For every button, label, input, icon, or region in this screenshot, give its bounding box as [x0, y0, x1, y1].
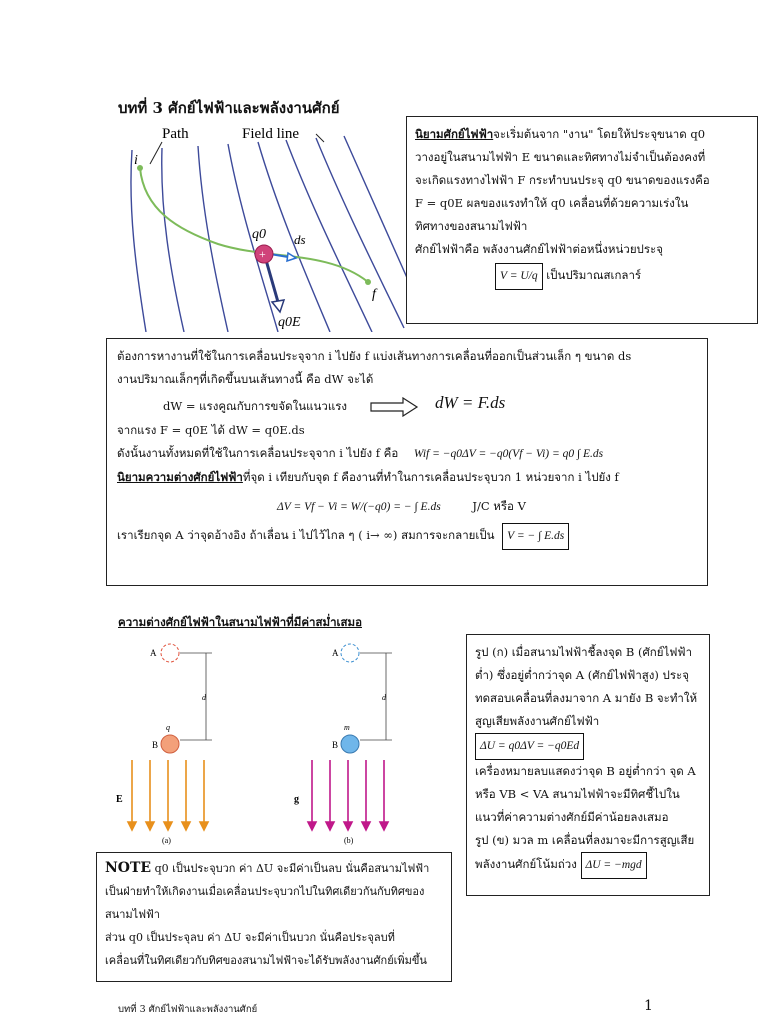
point-f-label: f	[372, 287, 376, 302]
path-leader	[150, 142, 162, 164]
note-line: เคลื่อนที่ในทิศเดียวกับทิศของสนามไฟฟ้าจะได้รับพลังงานศักย์เพิ่มขึ้น	[105, 954, 427, 967]
position-a-circle-a	[161, 644, 179, 662]
footer-title: บทที่ 3 ศักย์ไฟฟ้าและพลังงานศักย์	[118, 1004, 258, 1015]
page-title: บทที่ 3 ศักย์ไฟฟ้าและพลังงานศักย์	[118, 99, 340, 117]
field-e-label: E	[116, 794, 123, 805]
field-line	[316, 138, 404, 328]
path-curve	[140, 168, 368, 282]
electric-potential-energy-eq: ΔU = q0ΔV = −q0Ed	[475, 733, 584, 760]
page-number: 1	[644, 998, 653, 1014]
formula-note: เป็นปริมาณสเกลาร์	[546, 268, 642, 282]
distance-label-b: d	[382, 693, 386, 702]
ds-arrowhead	[287, 253, 296, 261]
explain-line: ต่ำ) ซึ่งอยู่ต่ำกว่าจุด A (ศักย์ไฟฟ้าสูง) ประจุ	[475, 668, 689, 682]
work-line: งานปริมาณเล็กๆที่เกิดขึ้นบนเส้นทางนี้ คือ dW จะได้	[117, 372, 374, 386]
field-line	[344, 136, 408, 280]
def-line: จะเกิดแรงทางไฟฟ้า F กระทำบนประจุ q0 ขนาดของแรงคือ	[415, 173, 710, 187]
note-line: เป็นฝ่ายทำให้เกิดงานเมื่อเคลื่อนประจุบวกไปในทิศเดียวกันกับทิศของ	[105, 885, 425, 898]
explain-line: เครื่องหมายลบแสดงว่าจุด B อยู่ต่ำกว่า จุด A	[475, 764, 696, 778]
distance-label-a: d	[202, 693, 206, 702]
uniform-field-figure	[112, 636, 452, 846]
def-line: ศักย์ไฟฟ้าคือ พลังงานศักย์ไฟฟ้าต่อหนึ่งหน่วยประจุ	[415, 242, 663, 256]
work-line: dW = แรงคูณกับการขจัดในแนวแรง	[163, 399, 348, 413]
work-line: เราเรียกจุด A ว่าจุดอ้างอิง ถ้าเลื่อน i ไปไว้ไกล ๆ ( i→ ∞) สมการจะกลายเป็น	[117, 528, 495, 542]
particle-label-a: q	[166, 723, 170, 732]
path-label: Path	[162, 126, 189, 142]
field-line-label: Field line	[242, 126, 300, 142]
explain-line: แนวที่ค่าความต่างศักย์มีค่าน้อยลงเสมอ	[475, 810, 669, 824]
potential-formula: V = U/q	[495, 263, 543, 290]
def-line: ทิศทางของสนามไฟฟ้า	[415, 219, 528, 233]
def-line: จะเริ่มต้นจาก "งาน" โดยให้ประจุขนาด q0	[493, 127, 706, 141]
note-label: NOTE	[105, 860, 152, 876]
point-b-label-b: B	[332, 740, 339, 750]
field-line-figure	[118, 120, 408, 332]
note-line: q0 เป็นประจุบวก ค่า ΔU จะมีค่าเป็นลบ นั่นคือสนามไฟฟ้า	[151, 862, 430, 875]
point-i-label: i	[134, 153, 138, 168]
reference-potential-eq: V = − ∫ E.ds	[502, 523, 569, 550]
force-arrowhead	[272, 300, 284, 312]
particle-label-b: m	[344, 723, 350, 732]
note-line: ส่วน q0 เป็นประจุลบ ค่า ΔU จะมีค่าเป็นบวก นั่นคือประจุลบที่	[105, 931, 395, 944]
force-label: q0E	[278, 315, 301, 330]
implies-arrow	[369, 397, 419, 417]
gravitational-energy-eq: ΔU = −mgd	[581, 852, 647, 879]
explain-line: ทดสอบเคลื่อนที่ลงมาจาก A มายัง B จะทำให้	[475, 691, 698, 705]
caption-a: (a)	[162, 836, 171, 845]
note-box	[96, 852, 452, 982]
work-derivation-box	[106, 338, 708, 586]
unit-label: J/C หรือ V	[472, 499, 526, 513]
work-line: ต้องการหางานที่ใช้ในการเคลื่อนประจุจาก i ไปยัง f แบ่งเส้นทางการเคลื่อนที่ออกเป็นส่วนเล็ก ๆ ขนาด ds	[117, 349, 632, 363]
potential-difference-eq: ΔV = Vf − Vi = W/(−q0) = − ∫ E.ds	[277, 501, 441, 513]
explain-line: หรือ VB < VA สนามไฟฟ้าจะมีทิศชี้ไปใน	[475, 787, 680, 801]
field-g-label: g	[294, 794, 299, 805]
total-work-eq: Wif = −q0ΔV = −q0(Vf − Vi) = q0 ∫ E.ds	[413, 448, 604, 460]
mass-particle-b	[341, 735, 359, 753]
definition-box	[406, 116, 758, 324]
point-f-dot	[365, 279, 371, 285]
caption-b: (b)	[344, 836, 354, 845]
point-a-label-a: A	[150, 648, 157, 658]
explain-line: สูญเสียพลังงานศักย์ไฟฟ้า	[475, 714, 600, 728]
definition-heading: นิยามศักย์ไฟฟ้า	[415, 127, 494, 141]
gravity-field-arrows	[308, 760, 388, 830]
work-line: จากแรง F = q0E ได้ dW = q0E.ds	[117, 423, 305, 437]
work-line: ดังนั้นงานทั้งหมดที่ใช้ในการเคลื่อนประจุจาก i ไปยัง f คือ	[117, 446, 399, 460]
electric-field-arrows	[128, 760, 208, 830]
field-line	[162, 148, 184, 332]
explain-line: พลังงานศักย์โน้มถ่วง	[475, 857, 577, 871]
note-line: สนามไฟฟ้า	[105, 908, 160, 921]
section-heading: ความต่างศักย์ไฟฟ้าในสนามไฟฟ้าที่มีค่าสม่ำเสมอ	[118, 615, 362, 629]
explain-line: รูป (ข) มวล m เคลื่อนที่ลงมาจะมีการสูญเสีย	[475, 833, 695, 847]
field-line	[131, 150, 146, 332]
point-a-label-b: A	[332, 648, 339, 658]
def-line: วางอยู่ในสนามไฟฟ้า E ขนาดและทิศทางไม่จำเป็นต้องคงที่	[415, 150, 706, 164]
charge-sign: +	[259, 247, 266, 261]
point-b-label-a: B	[152, 740, 159, 750]
explain-line: รูป (ก) เมื่อสนามไฟฟ้าชี้ลงจุด B (ศักย์ไฟฟ้า	[475, 645, 693, 659]
potential-difference-heading: นิยามความต่างศักย์ไฟฟ้า	[117, 470, 243, 484]
def-line: F = q0E ผลของแรงทำให้ q0 เคลื่อนที่ด้วยความเร่งใน	[415, 196, 689, 210]
ds-label: ds	[294, 232, 306, 247]
work-differential-eq: dW = F.ds	[435, 393, 506, 412]
work-line: ที่จุด i เทียบกับจุด f คืองานที่ทำในการเคลื่อนประจุบวก 1 หน่วยจาก i ไปยัง f	[242, 470, 619, 484]
position-a-circle-b	[341, 644, 359, 662]
charge-particle-a	[161, 735, 179, 753]
uniform-field-explanation-box	[466, 634, 710, 896]
charge-label: q0	[252, 227, 266, 242]
point-i-dot	[137, 165, 143, 171]
